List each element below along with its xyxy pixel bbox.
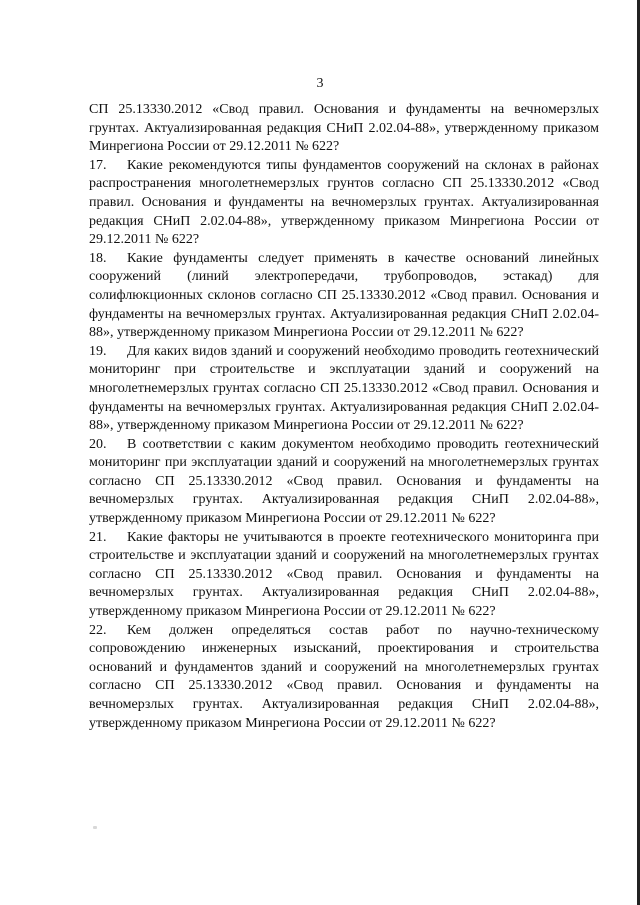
question-item-21 [89, 529, 599, 622]
question-text: Для каких видов зданий и сооружений необходимо проводить геотехнический мониторинг при строительстве и эксплуатации зданий и сооружений на многолетнемерзлых грунтах согласно СП 25.13330.2012 «Свод правил. Основания и фундаменты на вечномерзлых грунтах. Актуализированная редакция СНиП 2.02.04-88», утвержденному приказом Минрегиона России от 29.12.2011 № 622? [89, 343, 599, 434]
question-number: 21. [89, 529, 107, 545]
question-text: СП 25.13330.2012 «Свод правил. Основания и фундаменты на вечномерзлых грунтах. Актуализированная редакция СНиП 2.02.04-88», утвержденному приказом Минрегиона России от 29.12.2011 № 622? [89, 102, 599, 155]
question-number: 18. [89, 250, 107, 266]
question-text: Кем должен определяться состав работ по научно-техническому сопровождению инженерных изысканий, проектирования и строительства оснований и фундаментов зданий и сооружений на многолетнемерзлых грунтах согласно СП 25.13330.2012 «Свод правил. Основания и фундаменты на вечномерзлых грунтах. Актуализированная редакция СНиП 2.02.04-88», утвержденному приказом Минрегиона России от 29.12.2011 № 622? [89, 622, 599, 731]
question-item-19 [89, 343, 599, 436]
question-list [89, 101, 599, 733]
question-number: 19. [89, 343, 107, 359]
question-text: Какие факторы не учитываются в проекте геотехнического мониторинга при строительстве и эксплуатации зданий и сооружений на многолетнемерзлых грунтах согласно СП 25.13330.2012 «Свод правил. Основания и фундаменты на вечномерзлых грунтах. Актуализированная редакция СНиП 2.02.04-88», утвержденному приказом Минрегиона России от 29.12.2011 № 622? [89, 529, 599, 620]
question-number: 20. [89, 436, 107, 452]
scan-speck [93, 826, 97, 829]
question-item-17 [89, 157, 599, 250]
page-number: 3 [316, 76, 324, 91]
question-item-18 [89, 250, 599, 343]
question-text: Какие рекомендуются типы фундаментов сооружений на склонах в районах распространения многолетнемерзлых грунтов согласно СП 25.13330.2012 «Свод правил. Основания и фундаменты на вечномерзлых грунтах. Актуализированная редакция СНиП 2.02.04-88», утвержденному приказом Минрегиона России от 29.12.2011 № 622? [89, 157, 599, 248]
question-item-22 [89, 622, 599, 734]
question-number: 17. [89, 157, 107, 173]
question-item-continued [89, 101, 599, 157]
question-text: В соответствии с каким документом необходимо проводить геотехнический мониторинг при эксплуатации зданий и сооружений на многолетнемерзлых грунтах согласно СП 25.13330.2012 «Свод правил. Основания и фундаменты на вечномерзлых грунтах. Актуализированная редакция СНиП 2.02.04-88», утвержденному приказом Минрегиона России от 29.12.2011 № 622? [89, 436, 599, 527]
question-text: Какие фундаменты следует применять в качестве оснований линейных сооружений (линий электропередачи, трубопроводов, эстакад) для солифлюкционных склонов согласно СП 25.13330.2012 «Свод правил. Основания и фундаменты на вечномерзлых грунтах. Актуализированная редакция СНиП 2.02.04-88», утвержденному приказом Минрегиона России от 29.12.2011 № 622? [89, 250, 599, 341]
question-item-20 [89, 436, 599, 529]
question-number: 22. [89, 622, 107, 638]
